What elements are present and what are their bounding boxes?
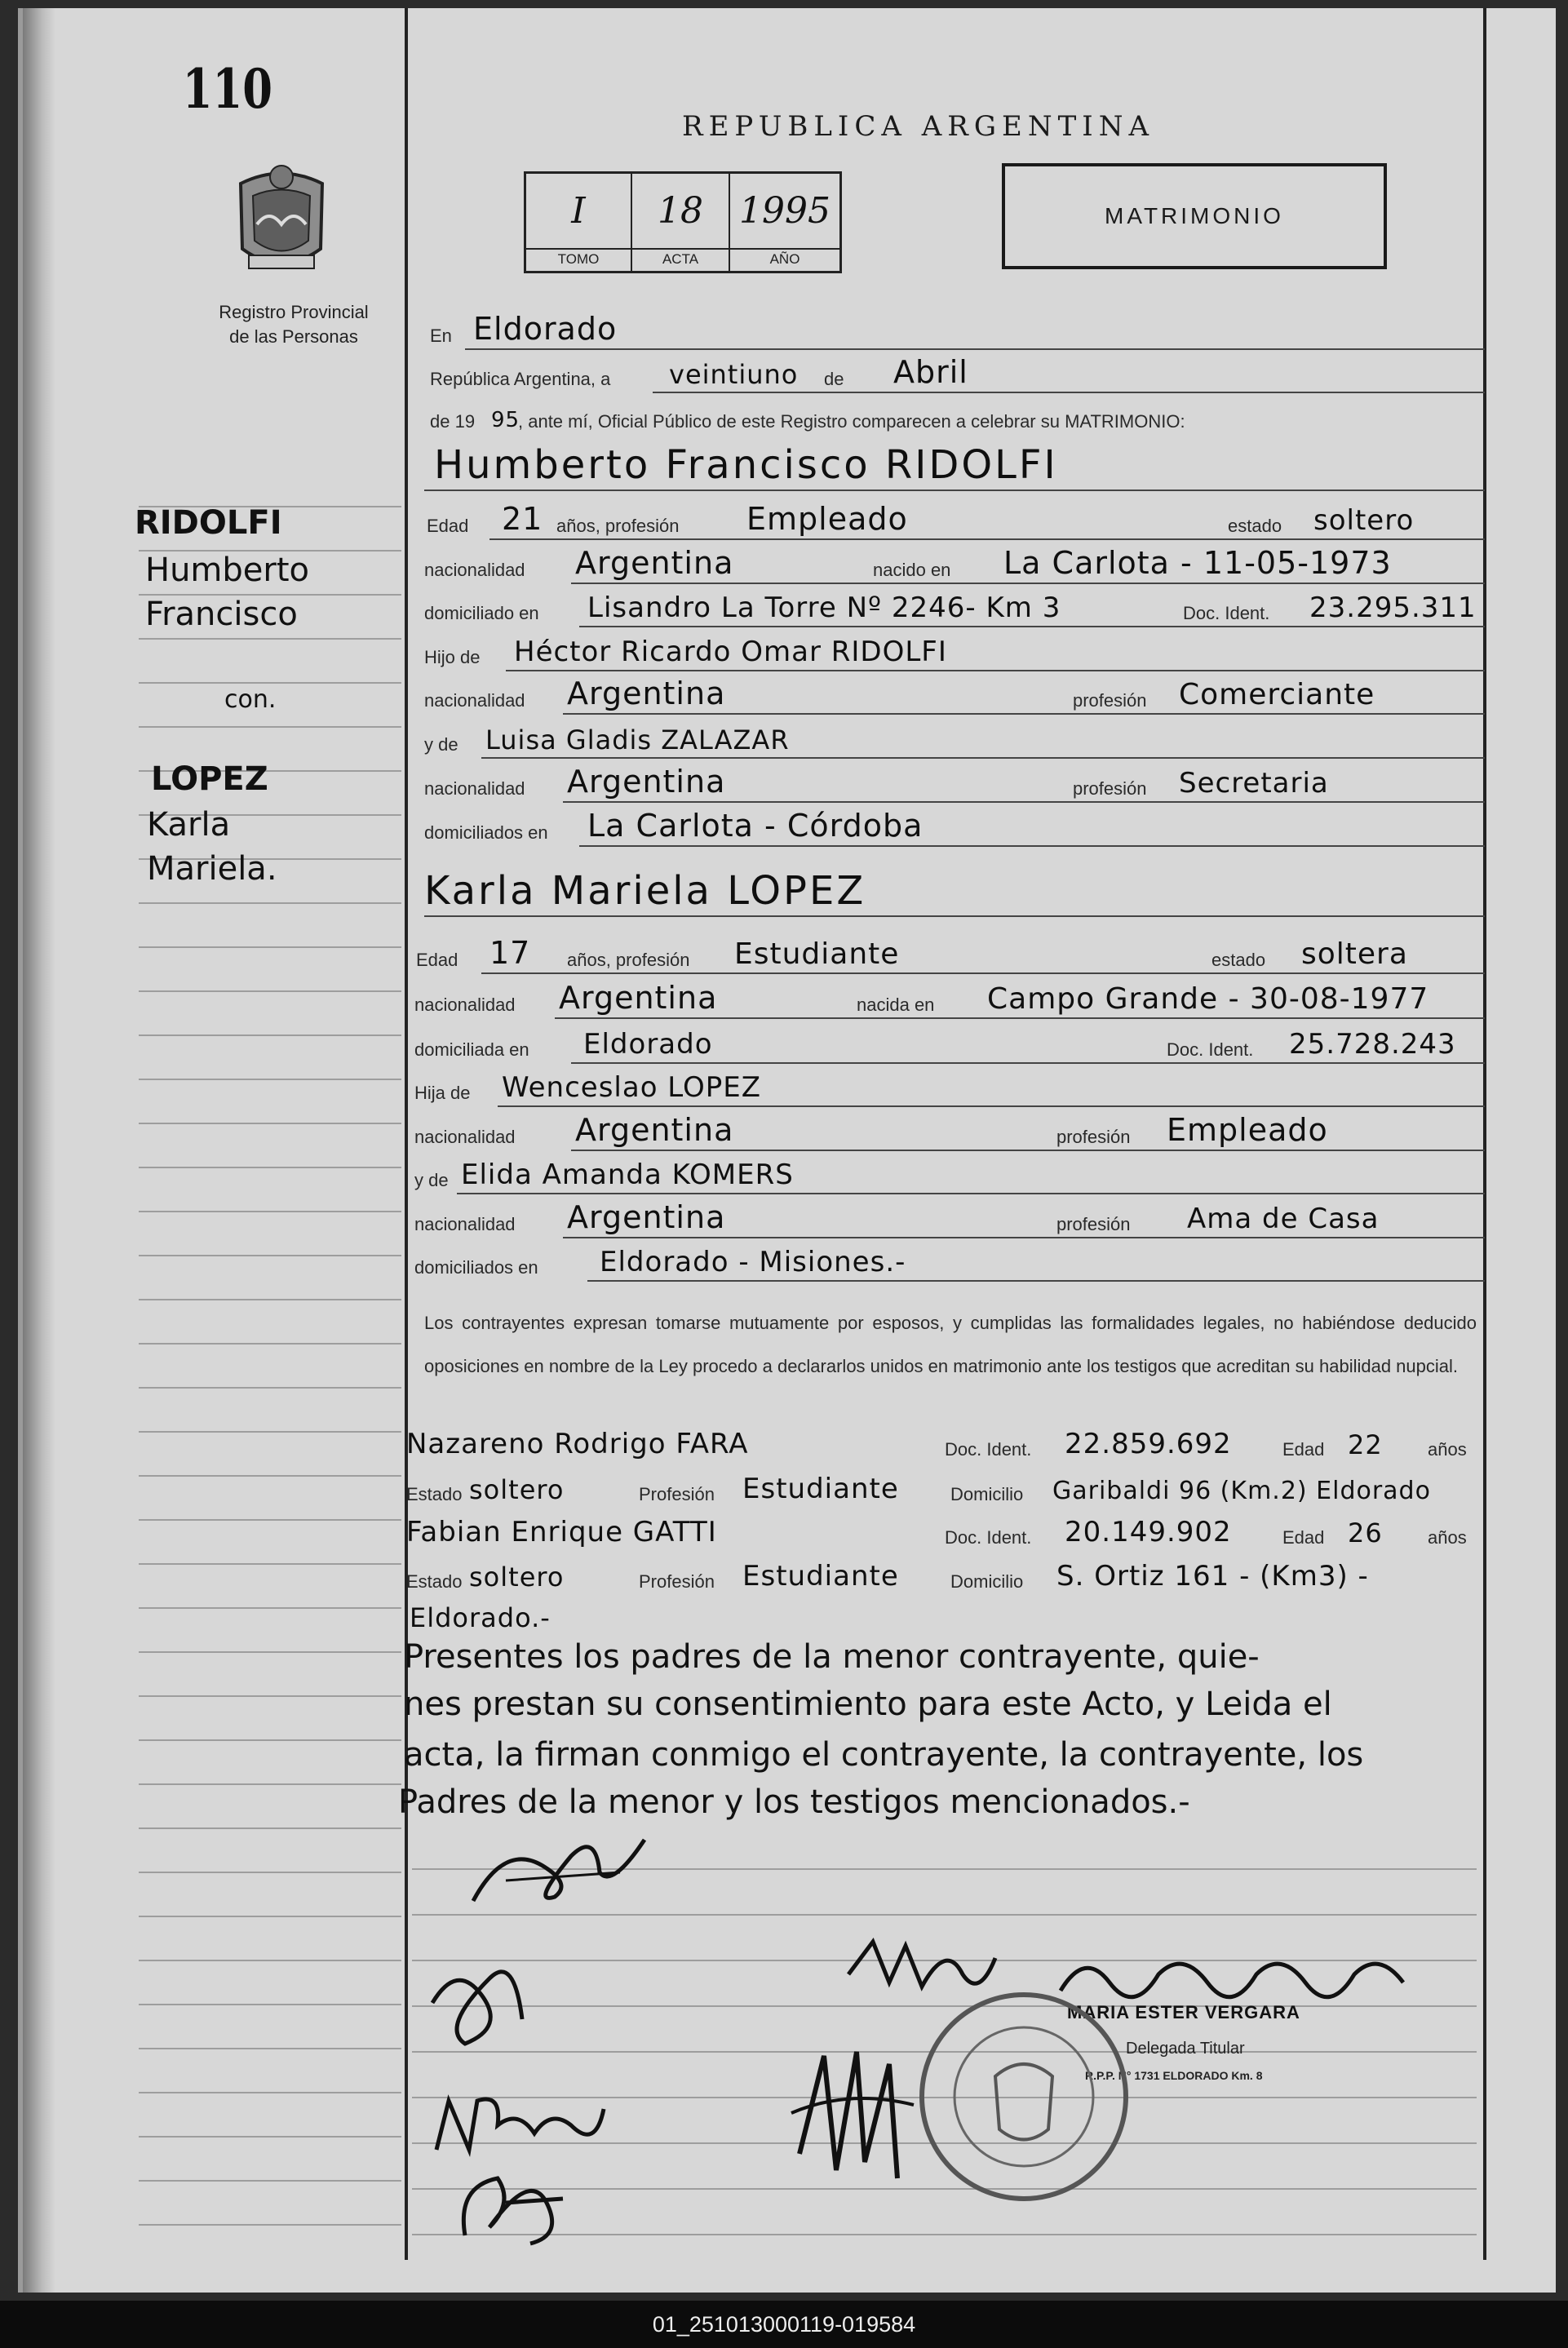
groom-age: 21 [502,501,543,537]
bride-name-row [424,868,1485,922]
binding-shadow [23,8,55,2293]
bride-mother-nat: Argentina [567,1199,726,1235]
groom-doc-label: Doc. Ident. [1183,603,1270,623]
witness2-estado-label: Estado [406,1571,463,1592]
ruled-line [139,1255,401,1256]
margin-connector: con. [224,685,277,714]
groom-doc: 23.295.311 [1309,591,1477,624]
bride-profession: Estudiante [734,937,900,971]
groom-father-row [424,636,1485,676]
bride-doc-label: Doc. Ident. [1167,1039,1254,1060]
ruled-line [139,2136,401,2138]
bride-full-name: Karla Mariela LOPEZ [424,868,866,914]
groom-mother-label: y de [424,734,458,755]
officer-role: Delegada Titular [1126,2040,1245,2058]
witness2-doc: 20.149.902 [1065,1516,1232,1548]
observation-line: nes prestan su consentimiento para este Acto, y Leida el [404,1686,1332,1723]
groom-signature [457,1823,669,1921]
groom-mother-nat-label: nacionalidad [424,778,525,799]
witness2-years-label: años [1428,1527,1467,1548]
groom-father-nat-row [424,676,1485,720]
witness1-profession: Estudiante [742,1473,899,1505]
witness2-signature [441,2154,587,2260]
ruled-line [139,1299,401,1300]
bride-mother: Elida Amanda KOMERS [461,1158,794,1191]
ruled-line [139,990,401,992]
year-prefix: de 19 [430,411,476,432]
ruled-line [139,1872,401,1873]
witness2-age-label: Edad [1282,1527,1325,1548]
groom-mother: Luisa Gladis ZALAZAR [485,724,790,755]
groom-father-nat-label: nacionalidad [424,690,525,711]
groom-name-row [424,442,1485,496]
groom-father-label: Hijo de [424,647,481,667]
officer-name: MARIA ESTER VERGARA [1067,2002,1300,2022]
groom-father: Héctor Ricardo Omar RIDOLFI [514,636,947,668]
year-suffix: 95 [491,408,520,432]
observation-line: acta, la firman conmigo el contrayente, la contrayente, los [404,1736,1364,1774]
bride-age-label: Edad [416,950,458,970]
margin-groom-given2: Francisco [145,596,298,633]
witness1-age-label: Edad [1282,1439,1325,1460]
margin-groom-given1: Humberto [145,552,309,589]
groom-parents-dom-row [424,808,1485,852]
row-place [424,311,1485,355]
registry-line-1: Registro Provincial [219,302,369,322]
witness2-doc-label: Doc. Ident. [945,1527,1032,1548]
row-date [424,354,1485,398]
witness1-name: Nazareno Rodrigo FARA [406,1428,749,1460]
witness2-domicile-cont-row [410,1601,1485,1641]
bride-domicile-row [414,1028,1485,1069]
bride-mother-row [414,1158,1485,1199]
ruled-line [139,1783,401,1785]
bride-dom-label: domiciliada en [414,1039,529,1060]
round-seal-icon [914,1987,1134,2207]
bride-age: 17 [489,935,531,971]
observation-line: Presentes los padres de la menor contrayente, quie- [404,1638,1260,1676]
bride-parents-dom-row [414,1246,1485,1287]
groom-mother-row [424,723,1485,764]
witness2-detail-row [406,1560,1485,1601]
tomo-label: TOMO [526,248,631,268]
ruled-line [139,1123,401,1124]
mother-signature [783,2031,922,2195]
bride-estado-label: estado [1211,950,1266,970]
bride-nationality: Argentina [559,980,718,1016]
witness2-domicile-cont: Eldorado.- [410,1602,551,1633]
groom-prof-label: años, profesión [556,516,680,536]
groom-profession: Empleado [746,501,908,537]
witness1-doc-label: Doc. Ident. [945,1439,1032,1460]
row-year [424,400,1485,441]
groom-domicile-row [424,591,1485,632]
ruled-line [139,946,401,948]
witness2-profession: Estudiante [742,1560,899,1593]
place-value: Eldorado [473,311,618,347]
groom-father-prof-label: profesión [1073,690,1147,711]
groom-nationality-row [424,545,1485,589]
margin-groom-surname: RIDOLFI [135,504,282,542]
groom-father-prof: Comerciante [1179,678,1375,711]
act-number-box [524,171,842,273]
witness2-estado: soltero [469,1562,565,1593]
witness1-estado-label: Estado [406,1484,463,1504]
act-type-box: MATRIMONIO [1002,163,1387,269]
witness2-prof-label: Profesión [639,1571,715,1592]
ano-value: 1995 [739,190,831,232]
observation-line: Padres de la menor y los testigos mencionados.- [398,1783,1190,1821]
ruled-line [139,1695,401,1697]
bride-nationality-row [414,980,1485,1024]
ruled-line [139,1431,401,1433]
witness1-prof-label: Profesión [639,1484,715,1504]
groom-dom-label: domiciliado en [424,603,539,623]
ruled-line [139,1739,401,1741]
margin-bride-given2: Mariela. [147,850,277,888]
witness2-domicile: S. Ortiz 161 - (Km3) - [1056,1560,1369,1593]
country-title: REPUBLICA ARGENTINA [682,110,1155,143]
ruled-line [139,1960,401,1961]
bride-father-row [414,1071,1485,1112]
bride-signature [416,1946,547,2060]
groom-age-label: Edad [427,516,469,536]
bride-doc: 25.728.243 [1289,1028,1456,1061]
witness2-row [406,1516,1485,1557]
witness2-age: 26 [1348,1517,1383,1548]
bride-mother-nat-label: nacionalidad [414,1214,516,1234]
tomo-cell [526,174,632,271]
bride-father-prof-label: profesión [1056,1127,1131,1147]
de-label: de [824,369,844,389]
tomo-value: I [571,190,586,232]
officer-registry: R.P.P. N° 1731 ELDORADO Km. 8 [1085,2069,1263,2082]
ruled-line [139,1827,401,1829]
ruled-line [139,1916,401,1917]
bride-parents-dom-label: domiciliados en [414,1257,538,1278]
month-value: Abril [893,354,968,390]
witness1-dom-label: Domicilio [950,1484,1024,1504]
ruled-line [139,2092,401,2093]
ruled-line [139,2048,401,2049]
ruled-line [139,1475,401,1477]
en-label: En [430,326,452,346]
ruled-line [139,1211,401,1212]
acta-label: ACTA [632,248,729,268]
legal-declaration: Los contrayentes expresan tomarse mutuamente por esposos, y cumplidas las formalidades legales, no habiéndose deducido oposiciones en nombre de la Ley procedo a declararlos unidos en matrimonio ante los testigos que acreditan su habilidad nupcial. [424,1313,1477,1376]
bride-mother-nat-row [414,1199,1485,1243]
acta-value: 18 [658,190,703,232]
bride-father-nat: Argentina [575,1112,734,1148]
bride-age-row [416,935,1485,979]
bride-mother-prof: Ama de Casa [1187,1203,1380,1235]
witness1-doc: 22.859.692 [1065,1428,1232,1460]
bride-mother-label: y de [414,1170,449,1190]
bride-mother-prof-label: profesión [1056,1214,1131,1234]
groom-nac-label: nacionalidad [424,560,525,580]
witness2-name: Fabian Enrique GATTI [406,1516,717,1548]
ano-label: AÑO [730,248,839,268]
bride-parents-dom: Eldorado - Misiones.- [600,1246,906,1278]
groom-mother-prof-label: profesión [1073,778,1147,799]
bride-domicile: Eldorado [583,1028,713,1061]
groom-born-label: nacido en [873,560,951,580]
bride-estado: soltera [1301,937,1408,971]
groom-full-name: Humberto Francisco RIDOLFI [434,442,1058,488]
ruled-line [139,2180,401,2182]
groom-father-nat: Argentina [567,676,726,711]
bride-father-label: Hija de [414,1083,471,1103]
ruled-line [139,902,401,904]
groom-nationality: Argentina [575,545,734,581]
ruled-line [139,1519,401,1521]
bride-nac-label: nacionalidad [414,995,516,1015]
witness1-years-label: años [1428,1439,1467,1460]
bride-born-label: nacida en [857,995,935,1015]
ruled-line [139,1034,401,1036]
groom-born: La Carlota - 11-05-1973 [1003,545,1392,581]
groom-mother-nat: Argentina [567,764,726,800]
witness2-dom-label: Domicilio [950,1571,1024,1592]
ruled-line [139,1651,401,1653]
intro-sentence: , ante mí, Oficial Público de este Registro comparecen a celebrar su MATRIMONIO: [518,411,1185,432]
groom-domicile: Lisandro La Torre Nº 2246- Km 3 [587,591,1061,624]
ruled-line [139,1563,401,1565]
file-caption: 01_251013000119-019584 [0,2301,1568,2348]
ruled-line [139,1387,401,1389]
groom-estado: soltero [1313,504,1415,537]
witness1-signature [420,2076,616,2166]
acta-cell [632,174,730,271]
republic-label: República Argentina, a [430,369,611,389]
bride-father: Wenceslao LOPEZ [502,1071,762,1104]
bride-father-nat-label: nacionalidad [414,1127,516,1147]
ruled-line [139,1607,401,1609]
groom-parents-dom-label: domiciliados en [424,822,548,843]
margin-bride-given1: Karla [147,806,231,844]
groom-parents-dom: La Carlota - Córdoba [587,808,924,844]
ruled-line [139,2004,401,2005]
bride-prof-label: años, profesión [567,950,690,970]
ruled-line [139,726,401,728]
ruled-line [139,1343,401,1345]
bride-father-prof: Empleado [1167,1112,1328,1148]
day-value: veintiuno [669,359,799,390]
groom-estado-label: estado [1228,516,1282,536]
ruled-line [139,2224,401,2226]
margin-bride-surname: LOPEZ [151,760,268,798]
groom-mother-prof: Secretaria [1179,767,1329,800]
bride-father-nat-row [414,1112,1485,1156]
witness1-row [406,1428,1485,1469]
bride-born: Campo Grande - 30-08-1977 [987,982,1429,1016]
witness1-estado: soltero [469,1474,565,1505]
ruled-line [139,1079,401,1080]
registry-name [171,300,416,349]
registry-line-2: de las Personas [229,326,358,347]
ruled-line [139,1167,401,1168]
ruled-line [139,638,401,640]
ruled-line [139,682,401,684]
witness1-age: 22 [1348,1429,1383,1460]
coat-of-arms-icon [224,159,339,281]
ano-cell [730,174,839,271]
page-number: 110 [182,57,273,121]
groom-age-row [424,501,1485,545]
groom-mother-nat-row [424,764,1485,808]
witness1-domicile: Garibaldi 96 (Km.2) Eldorado [1052,1477,1431,1505]
witness1-detail-row [406,1473,1485,1513]
